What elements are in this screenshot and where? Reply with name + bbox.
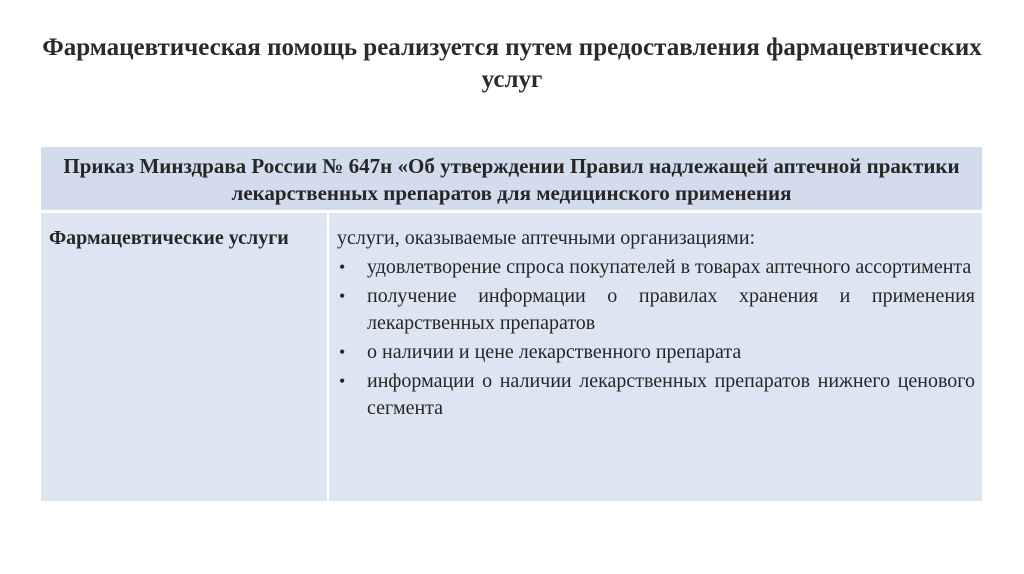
bullet-icon: • [339, 286, 346, 306]
list-item [337, 368, 975, 422]
list-item [337, 339, 975, 366]
bullet-icon: • [339, 371, 346, 391]
term-cell: Фармацевтические услуги [49, 227, 289, 249]
slide-title: Фармацевтическая помощь реализуется путем предоставления фармацевтических услуг [42, 34, 982, 93]
list-item-text: о наличии и цене лекарственного препарата [367, 341, 742, 363]
services-list [337, 254, 975, 422]
definition-intro: услуги, оказываемые аптечными организациями: [337, 227, 756, 249]
list-item-text: информации о наличии лекарственных препаратов нижнего ценового сегмента [367, 370, 975, 419]
list-item-text: удовлетворение спроса покупателей в товарах аптечного ассортимента [367, 256, 972, 278]
list-item [337, 254, 975, 281]
table-header: Приказ Минздрава России № 647н «Об утверждении Правил надлежащей аптечной практики лекарственных препаратов для медицинского применения [41, 147, 982, 213]
bullet-icon: • [339, 342, 346, 362]
definition-table [41, 147, 982, 501]
column-divider [327, 213, 329, 501]
definition-cell [337, 225, 975, 424]
list-item-text: получение информации о правилах хранения и применения лекарственных препаратов [367, 285, 975, 334]
bullet-icon: • [339, 257, 346, 277]
list-item [337, 283, 975, 337]
